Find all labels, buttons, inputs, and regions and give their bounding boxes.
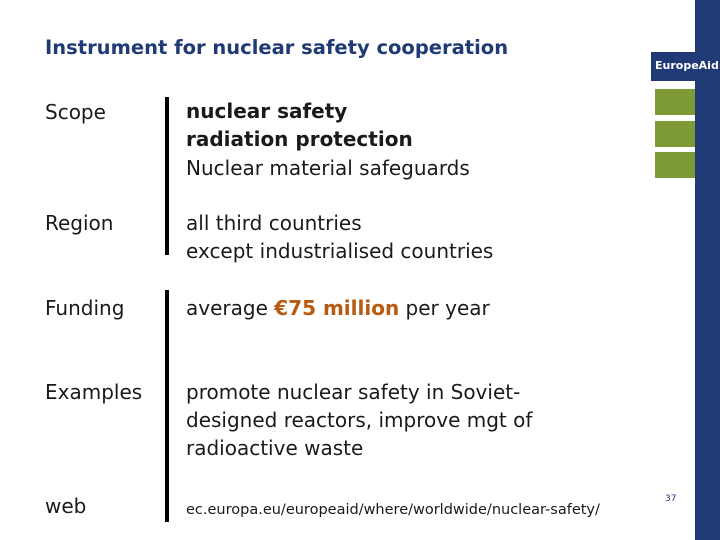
green-stripe-3 bbox=[655, 152, 695, 178]
funding-value bbox=[186, 295, 490, 322]
funding-label: Funding bbox=[45, 296, 125, 320]
green-stripe-2 bbox=[655, 121, 695, 147]
scope-line-3: Nuclear material safeguards bbox=[186, 156, 470, 180]
scope-line-1: nuclear safety bbox=[186, 99, 348, 123]
brand-band bbox=[695, 0, 720, 540]
web-link[interactable]: ec.europa.eu/europeaid/where/worldwide/nuclear-safety/ bbox=[186, 502, 600, 518]
region-line-2: except industrialised countries bbox=[186, 239, 494, 263]
web-label: web bbox=[45, 494, 87, 518]
europeaid-logo bbox=[651, 52, 720, 81]
logo-text: EuropeAid bbox=[655, 59, 719, 72]
examples-line-2: designed reactors, improve mgt of bbox=[186, 408, 533, 432]
region-line-1: all third countries bbox=[186, 211, 362, 235]
funding-pre: average bbox=[186, 296, 275, 320]
funding-post: per year bbox=[399, 296, 490, 320]
examples-line-3: radioactive waste bbox=[186, 436, 364, 460]
examples-label: Examples bbox=[45, 380, 143, 404]
scope-line-2: radiation protection bbox=[186, 127, 413, 151]
scope-label: Scope bbox=[45, 100, 106, 124]
divider-bottom bbox=[165, 290, 169, 522]
funding-amount: €75 million bbox=[274, 296, 400, 320]
slide-title: Instrument for nuclear safety cooperation bbox=[45, 36, 509, 59]
divider-top bbox=[165, 97, 169, 255]
examples-line-1: promote nuclear safety in Soviet- bbox=[186, 380, 521, 404]
region-label: Region bbox=[45, 211, 114, 235]
green-stripe-1 bbox=[655, 89, 695, 115]
page-number: 37 bbox=[665, 494, 677, 504]
